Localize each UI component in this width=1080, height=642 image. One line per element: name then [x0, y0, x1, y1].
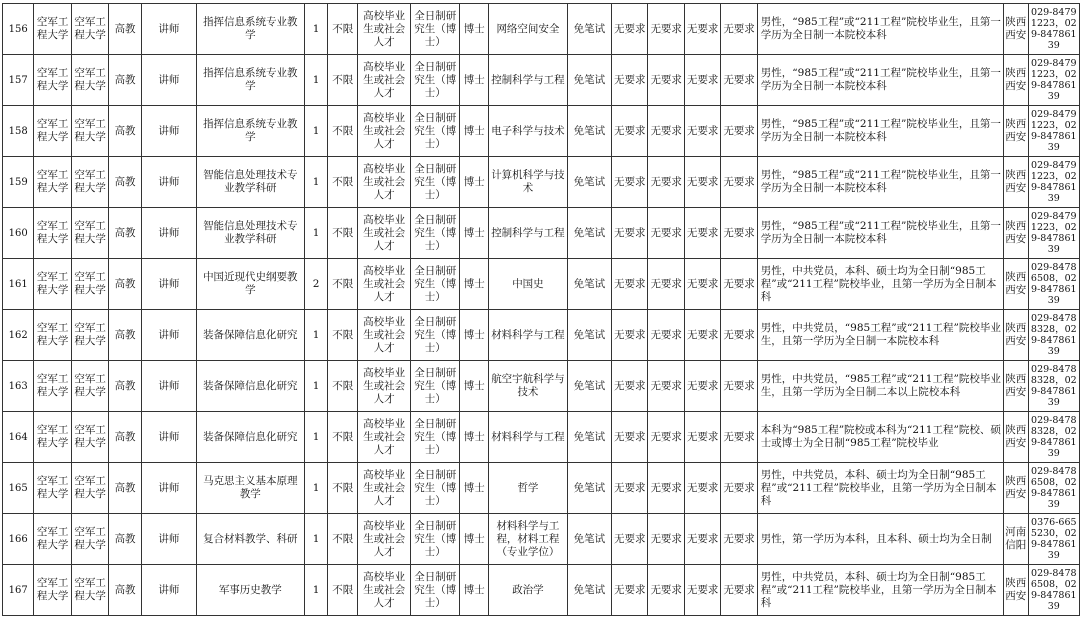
age-cell: 不限	[328, 106, 358, 157]
major-cell: 网络空间安全	[489, 4, 568, 55]
rank-cell: 讲师	[141, 310, 196, 361]
location-cell: 陕西西安	[1003, 4, 1028, 55]
seq-number-cell: 157	[3, 55, 34, 106]
exam-cell: 免笔试	[567, 412, 611, 463]
unit-cell: 空军工程大学	[34, 463, 71, 514]
exam-cell: 免笔试	[567, 361, 611, 412]
rank-cell: 讲师	[141, 565, 196, 616]
count-cell: 1	[304, 106, 328, 157]
requirement-1-cell: 无要求	[612, 157, 648, 208]
category-cell: 高教	[109, 565, 142, 616]
seq-number-cell: 159	[3, 157, 34, 208]
source-cell: 高校毕业生或社会人才	[358, 259, 411, 310]
phone-cell: 029-84791223，029-84786139	[1028, 55, 1079, 106]
school-cell: 空军工程大学	[71, 259, 108, 310]
exam-cell: 免笔试	[567, 463, 611, 514]
rank-cell: 讲师	[141, 208, 196, 259]
school-cell: 空军工程大学	[71, 55, 108, 106]
other-requirement-cell: 男性，中共党员，“985工程”或“211工程”院校毕业生，且第一学历为全日制一本院校本科	[757, 310, 1003, 361]
phone-cell: 029-84786508，029-84786139	[1028, 463, 1079, 514]
count-cell: 1	[304, 310, 328, 361]
exam-cell: 免笔试	[567, 106, 611, 157]
exam-cell: 免笔试	[567, 4, 611, 55]
exam-cell: 免笔试	[567, 310, 611, 361]
exam-cell: 免笔试	[567, 55, 611, 106]
requirement-4-cell: 无要求	[721, 106, 757, 157]
major-cell: 控制科学与工程	[489, 208, 568, 259]
rank-cell: 讲师	[141, 412, 196, 463]
other-requirement-cell: 男性，“985工程”或“211工程”院校毕业生，且第一学历为全日制一本院校本科	[757, 106, 1003, 157]
school-cell: 空军工程大学	[71, 514, 108, 565]
phone-cell: 029-84786508，029-84786139	[1028, 259, 1079, 310]
location-cell: 陕西西安	[1003, 565, 1028, 616]
degree-cell: 博士	[460, 565, 489, 616]
requirement-3-cell: 无要求	[684, 4, 720, 55]
location-cell: 陕西西安	[1003, 361, 1028, 412]
location-cell: 陕西西安	[1003, 55, 1028, 106]
age-cell: 不限	[328, 4, 358, 55]
requirement-1-cell: 无要求	[612, 55, 648, 106]
education-cell: 全日制研究生（博士）	[411, 361, 460, 412]
requirement-4-cell: 无要求	[721, 565, 757, 616]
location-cell: 陕西西安	[1003, 310, 1028, 361]
seq-number-cell: 158	[3, 106, 34, 157]
unit-cell: 空军工程大学	[34, 310, 71, 361]
exam-cell: 免笔试	[567, 565, 611, 616]
age-cell: 不限	[328, 514, 358, 565]
category-cell: 高教	[109, 55, 142, 106]
school-cell: 空军工程大学	[71, 310, 108, 361]
count-cell: 1	[304, 361, 328, 412]
degree-cell: 博士	[460, 259, 489, 310]
count-cell: 1	[304, 514, 328, 565]
requirement-4-cell: 无要求	[721, 157, 757, 208]
degree-cell: 博士	[460, 514, 489, 565]
education-cell: 全日制研究生（博士）	[411, 55, 460, 106]
education-cell: 全日制研究生（博士）	[411, 514, 460, 565]
education-cell: 全日制研究生（博士）	[411, 412, 460, 463]
requirement-2-cell: 无要求	[648, 514, 684, 565]
seq-number-cell: 165	[3, 463, 34, 514]
requirement-3-cell: 无要求	[684, 208, 720, 259]
phone-cell: 029-84788328，029-84786139	[1028, 361, 1079, 412]
school-cell: 空军工程大学	[71, 361, 108, 412]
school-cell: 空军工程大学	[71, 157, 108, 208]
position-cell: 中国近现代史纲要教学	[196, 259, 304, 310]
source-cell: 高校毕业生或社会人才	[358, 4, 411, 55]
position-cell: 指挥信息系统专业教学	[196, 106, 304, 157]
source-cell: 高校毕业生或社会人才	[358, 310, 411, 361]
requirement-3-cell: 无要求	[684, 106, 720, 157]
position-cell: 智能信息处理技术专业教学科研	[196, 208, 304, 259]
requirement-4-cell: 无要求	[721, 361, 757, 412]
age-cell: 不限	[328, 565, 358, 616]
requirement-4-cell: 无要求	[721, 463, 757, 514]
requirement-1-cell: 无要求	[612, 361, 648, 412]
requirement-2-cell: 无要求	[648, 55, 684, 106]
category-cell: 高教	[109, 412, 142, 463]
requirement-4-cell: 无要求	[721, 259, 757, 310]
count-cell: 1	[304, 55, 328, 106]
education-cell: 全日制研究生（博士）	[411, 565, 460, 616]
rank-cell: 讲师	[141, 259, 196, 310]
rank-cell: 讲师	[141, 4, 196, 55]
major-cell: 计算机科学与技术	[489, 157, 568, 208]
location-cell: 陕西西安	[1003, 106, 1028, 157]
unit-cell: 空军工程大学	[34, 4, 71, 55]
position-cell: 马克思主义基本原理教学	[196, 463, 304, 514]
count-cell: 1	[304, 157, 328, 208]
major-cell: 航空宇航科学与技术	[489, 361, 568, 412]
unit-cell: 空军工程大学	[34, 514, 71, 565]
seq-number-cell: 160	[3, 208, 34, 259]
position-cell: 智能信息处理技术专业教学科研	[196, 157, 304, 208]
category-cell: 高教	[109, 106, 142, 157]
requirement-3-cell: 无要求	[684, 157, 720, 208]
requirement-1-cell: 无要求	[612, 310, 648, 361]
exam-cell: 免笔试	[567, 514, 611, 565]
table-row	[3, 106, 1080, 157]
other-requirement-cell: 男性，“985工程”或“211工程”院校毕业生，且第一学历为全日制一本院校本科	[757, 208, 1003, 259]
category-cell: 高教	[109, 361, 142, 412]
school-cell: 空军工程大学	[71, 463, 108, 514]
category-cell: 高教	[109, 259, 142, 310]
source-cell: 高校毕业生或社会人才	[358, 55, 411, 106]
table-row	[3, 565, 1080, 616]
school-cell: 空军工程大学	[71, 565, 108, 616]
requirement-2-cell: 无要求	[648, 310, 684, 361]
phone-cell: 0376-6655230，029-84786139	[1028, 514, 1079, 565]
requirement-4-cell: 无要求	[721, 514, 757, 565]
education-cell: 全日制研究生（博士）	[411, 106, 460, 157]
degree-cell: 博士	[460, 4, 489, 55]
school-cell: 空军工程大学	[71, 106, 108, 157]
requirement-3-cell: 无要求	[684, 55, 720, 106]
education-cell: 全日制研究生（博士）	[411, 463, 460, 514]
source-cell: 高校毕业生或社会人才	[358, 463, 411, 514]
requirement-4-cell: 无要求	[721, 310, 757, 361]
source-cell: 高校毕业生或社会人才	[358, 514, 411, 565]
degree-cell: 博士	[460, 310, 489, 361]
age-cell: 不限	[328, 55, 358, 106]
position-cell: 装备保障信息化研究	[196, 412, 304, 463]
category-cell: 高教	[109, 4, 142, 55]
education-cell: 全日制研究生（博士）	[411, 208, 460, 259]
phone-cell: 029-84791223，029-84786139	[1028, 208, 1079, 259]
requirement-2-cell: 无要求	[648, 4, 684, 55]
requirement-2-cell: 无要求	[648, 463, 684, 514]
degree-cell: 博士	[460, 106, 489, 157]
seq-number-cell: 167	[3, 565, 34, 616]
requirement-2-cell: 无要求	[648, 259, 684, 310]
source-cell: 高校毕业生或社会人才	[358, 361, 411, 412]
major-cell: 电子科学与技术	[489, 106, 568, 157]
requirement-3-cell: 无要求	[684, 514, 720, 565]
requirement-1-cell: 无要求	[612, 106, 648, 157]
requirement-2-cell: 无要求	[648, 157, 684, 208]
phone-cell: 029-84791223，029-84786139	[1028, 4, 1079, 55]
seq-number-cell: 163	[3, 361, 34, 412]
unit-cell: 空军工程大学	[34, 565, 71, 616]
table-row	[3, 361, 1080, 412]
source-cell: 高校毕业生或社会人才	[358, 412, 411, 463]
age-cell: 不限	[328, 208, 358, 259]
other-requirement-cell: 男性，中共党员，“985工程”或“211工程”院校毕业生，且第一学历为全日制二本以上院校本科	[757, 361, 1003, 412]
age-cell: 不限	[328, 310, 358, 361]
table-row	[3, 310, 1080, 361]
location-cell: 河南信阳	[1003, 514, 1028, 565]
degree-cell: 博士	[460, 208, 489, 259]
other-requirement-cell: 男性，“985工程”或“211工程”院校毕业生，且第一学历为全日制一本院校本科	[757, 4, 1003, 55]
requirement-1-cell: 无要求	[612, 463, 648, 514]
requirement-4-cell: 无要求	[721, 55, 757, 106]
age-cell: 不限	[328, 463, 358, 514]
other-requirement-cell: 男性，第一学历为本科，且本科、硕士均为全日制	[757, 514, 1003, 565]
location-cell: 陕西西安	[1003, 259, 1028, 310]
category-cell: 高教	[109, 463, 142, 514]
education-cell: 全日制研究生（博士）	[411, 4, 460, 55]
unit-cell: 空军工程大学	[34, 412, 71, 463]
requirement-4-cell: 无要求	[721, 412, 757, 463]
count-cell: 1	[304, 412, 328, 463]
rank-cell: 讲师	[141, 55, 196, 106]
table-row	[3, 208, 1080, 259]
seq-number-cell: 156	[3, 4, 34, 55]
major-cell: 材料科学与工程，材料工程（专业学位）	[489, 514, 568, 565]
table-row	[3, 259, 1080, 310]
table-row	[3, 514, 1080, 565]
rank-cell: 讲师	[141, 463, 196, 514]
degree-cell: 博士	[460, 55, 489, 106]
requirement-3-cell: 无要求	[684, 565, 720, 616]
degree-cell: 博士	[460, 361, 489, 412]
location-cell: 陕西西安	[1003, 157, 1028, 208]
school-cell: 空军工程大学	[71, 4, 108, 55]
table-body	[3, 4, 1080, 616]
age-cell: 不限	[328, 259, 358, 310]
category-cell: 高教	[109, 208, 142, 259]
seq-number-cell: 166	[3, 514, 34, 565]
unit-cell: 空军工程大学	[34, 55, 71, 106]
position-cell: 指挥信息系统专业教学	[196, 55, 304, 106]
requirement-4-cell: 无要求	[721, 208, 757, 259]
recruitment-table	[2, 3, 1080, 616]
education-cell: 全日制研究生（博士）	[411, 259, 460, 310]
unit-cell: 空军工程大学	[34, 361, 71, 412]
table-row	[3, 4, 1080, 55]
phone-cell: 029-84788328，029-84786139	[1028, 310, 1079, 361]
other-requirement-cell: 男性，中共党员，本科、硕士均为全日制“985工程”或“211工程”院校毕业，且第一学历为全日制本科	[757, 565, 1003, 616]
table-row	[3, 55, 1080, 106]
major-cell: 政治学	[489, 565, 568, 616]
other-requirement-cell: 本科为“985工程”院校或本科为“211工程”院校、硕士或博士为全日制“985工程”院校毕业	[757, 412, 1003, 463]
table-row	[3, 157, 1080, 208]
major-cell: 材料科学与工程	[489, 310, 568, 361]
phone-cell: 029-84791223，029-84786139	[1028, 106, 1079, 157]
age-cell: 不限	[328, 412, 358, 463]
exam-cell: 免笔试	[567, 208, 611, 259]
position-cell: 军事历史教学	[196, 565, 304, 616]
requirement-1-cell: 无要求	[612, 259, 648, 310]
unit-cell: 空军工程大学	[34, 208, 71, 259]
exam-cell: 免笔试	[567, 259, 611, 310]
count-cell: 1	[304, 4, 328, 55]
rank-cell: 讲师	[141, 157, 196, 208]
location-cell: 陕西西安	[1003, 463, 1028, 514]
phone-cell: 029-84788328，029-84786139	[1028, 412, 1079, 463]
degree-cell: 博士	[460, 463, 489, 514]
degree-cell: 博士	[460, 412, 489, 463]
source-cell: 高校毕业生或社会人才	[358, 565, 411, 616]
source-cell: 高校毕业生或社会人才	[358, 157, 411, 208]
seq-number-cell: 164	[3, 412, 34, 463]
age-cell: 不限	[328, 157, 358, 208]
requirement-3-cell: 无要求	[684, 463, 720, 514]
education-cell: 全日制研究生（博士）	[411, 310, 460, 361]
position-cell: 指挥信息系统专业教学	[196, 4, 304, 55]
category-cell: 高教	[109, 157, 142, 208]
requirement-2-cell: 无要求	[648, 106, 684, 157]
other-requirement-cell: 男性，“985工程”或“211工程”院校毕业生，且第一学历为全日制一本院校本科	[757, 55, 1003, 106]
location-cell: 陕西西安	[1003, 412, 1028, 463]
requirement-3-cell: 无要求	[684, 259, 720, 310]
exam-cell: 免笔试	[567, 157, 611, 208]
requirement-1-cell: 无要求	[612, 412, 648, 463]
school-cell: 空军工程大学	[71, 412, 108, 463]
requirement-1-cell: 无要求	[612, 565, 648, 616]
position-cell: 复合材料教学、科研	[196, 514, 304, 565]
requirement-1-cell: 无要求	[612, 208, 648, 259]
count-cell: 1	[304, 208, 328, 259]
rank-cell: 讲师	[141, 106, 196, 157]
requirement-2-cell: 无要求	[648, 565, 684, 616]
requirement-1-cell: 无要求	[612, 4, 648, 55]
requirement-2-cell: 无要求	[648, 361, 684, 412]
source-cell: 高校毕业生或社会人才	[358, 106, 411, 157]
seq-number-cell: 162	[3, 310, 34, 361]
count-cell: 1	[304, 565, 328, 616]
rank-cell: 讲师	[141, 514, 196, 565]
source-cell: 高校毕业生或社会人才	[358, 208, 411, 259]
degree-cell: 博士	[460, 157, 489, 208]
count-cell: 1	[304, 463, 328, 514]
requirement-3-cell: 无要求	[684, 412, 720, 463]
major-cell: 控制科学与工程	[489, 55, 568, 106]
requirement-2-cell: 无要求	[648, 412, 684, 463]
unit-cell: 空军工程大学	[34, 106, 71, 157]
count-cell: 2	[304, 259, 328, 310]
category-cell: 高教	[109, 514, 142, 565]
location-cell: 陕西西安	[1003, 208, 1028, 259]
unit-cell: 空军工程大学	[34, 259, 71, 310]
requirement-1-cell: 无要求	[612, 514, 648, 565]
other-requirement-cell: 男性，中共党员，本科、硕士均为全日制“985工程”或“211工程”院校毕业，且第一学历为全日制本科	[757, 259, 1003, 310]
education-cell: 全日制研究生（博士）	[411, 157, 460, 208]
position-cell: 装备保障信息化研究	[196, 310, 304, 361]
phone-cell: 029-84786508，029-84786139	[1028, 565, 1079, 616]
other-requirement-cell: 男性，“985工程”或“211工程”院校毕业生，且第一学历为全日制一本院校本科	[757, 157, 1003, 208]
requirement-3-cell: 无要求	[684, 310, 720, 361]
major-cell: 材料科学与工程	[489, 412, 568, 463]
major-cell: 哲学	[489, 463, 568, 514]
unit-cell: 空军工程大学	[34, 157, 71, 208]
age-cell: 不限	[328, 361, 358, 412]
table-row	[3, 463, 1080, 514]
rank-cell: 讲师	[141, 361, 196, 412]
phone-cell: 029-84791223，029-84786139	[1028, 157, 1079, 208]
requirement-2-cell: 无要求	[648, 208, 684, 259]
category-cell: 高教	[109, 310, 142, 361]
other-requirement-cell: 男性，中共党员，本科、硕士均为全日制“985工程”或“211工程”院校毕业，且第一学历为全日制本科	[757, 463, 1003, 514]
position-cell: 装备保障信息化研究	[196, 361, 304, 412]
requirement-3-cell: 无要求	[684, 361, 720, 412]
school-cell: 空军工程大学	[71, 208, 108, 259]
requirement-4-cell: 无要求	[721, 4, 757, 55]
table-row	[3, 412, 1080, 463]
major-cell: 中国史	[489, 259, 568, 310]
seq-number-cell: 161	[3, 259, 34, 310]
